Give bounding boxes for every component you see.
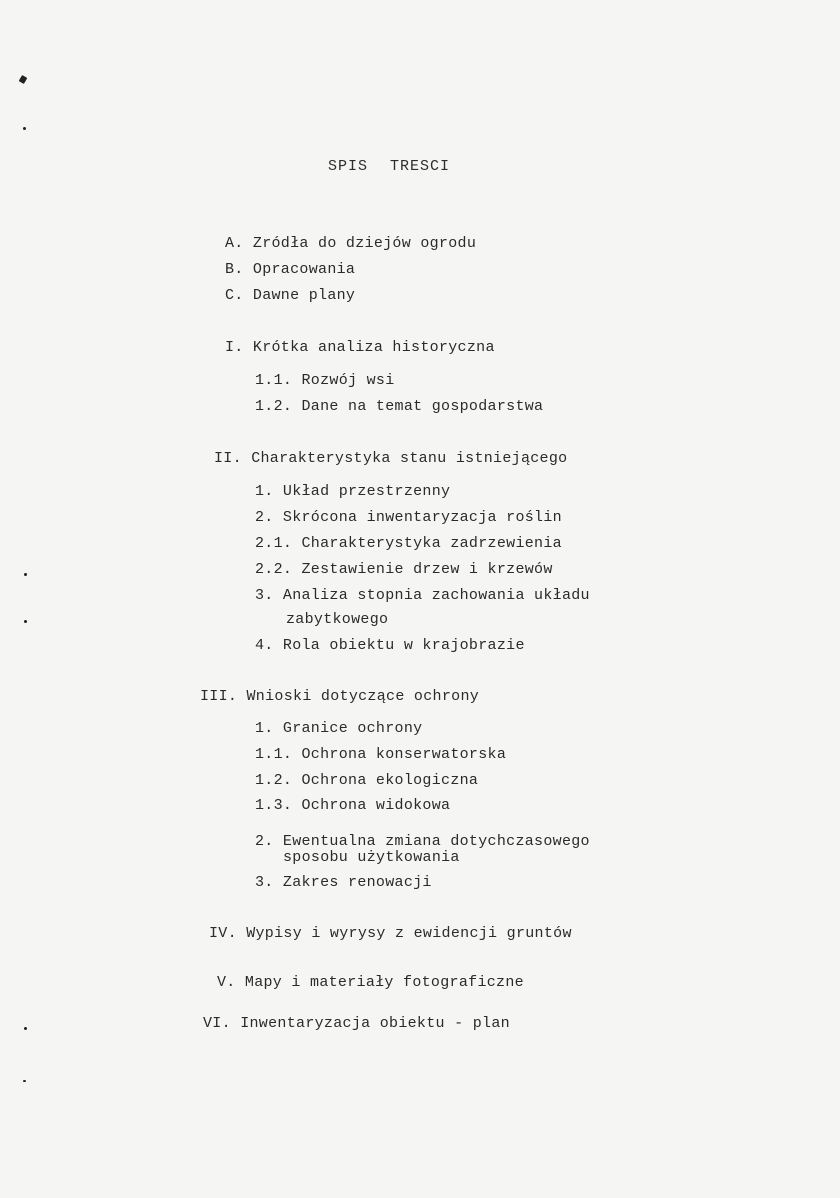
toc-entry-iii-2: 2. Ewentualna zmiana dotychczasowego	[255, 833, 590, 850]
toc-entry-iii-1-1: 1.1. Ochrona konserwatorska	[255, 746, 507, 763]
toc-entry-ii-2-1: 2.1. Charakterystyka zadrzewienia	[255, 535, 562, 552]
toc-entry-iii-1-3: 1.3. Ochrona widokowa	[255, 797, 451, 814]
toc-entry-iii: III. Wnioski dotyczące ochrony	[200, 688, 480, 705]
toc-entry-ii-2-2: 2.2. Zestawienie drzew i krzewów	[255, 561, 553, 578]
toc-entry-ii-4: 4. Rola obiektu w krajobrazie	[255, 637, 525, 654]
toc-entry-i-1-1: 1.1. Rozwój wsi	[255, 372, 395, 389]
toc-entry-ii: II. Charakterystyka stanu istniejącego	[214, 450, 568, 467]
toc-entry-iv: IV. Wypisy i wyrysy z ewidencji gruntów	[209, 925, 572, 942]
toc-entry-v: V. Mapy i materiały fotograficzne	[217, 974, 524, 991]
toc-entry-a: A. Zródła do dziejów ogrodu	[225, 235, 477, 252]
toc-entry-vi: VI. Inwentaryzacja obiektu - plan	[203, 1015, 510, 1032]
toc-entry-i: I. Krótka analiza historyczna	[225, 339, 495, 356]
scan-mark	[24, 620, 27, 623]
toc-entry-b: B. Opracowania	[225, 261, 356, 278]
toc-entry-ii-1: 1. Układ przestrzenny	[255, 483, 451, 500]
page-title: SPIS TRESCI	[328, 158, 451, 175]
scan-mark	[23, 1080, 26, 1082]
toc-entry-c: C. Dawne plany	[225, 287, 356, 304]
toc-entry-ii-3: 3. Analiza stopnia zachowania układu	[255, 587, 590, 604]
scan-mark	[23, 127, 26, 130]
scan-mark	[24, 1027, 27, 1030]
toc-entry-ii-3-continuation: zabytkowego	[286, 611, 389, 628]
toc-entry-iii-2-continuation: sposobu użytkowania	[283, 849, 460, 866]
scan-mark	[24, 573, 27, 576]
toc-entry-iii-1-2: 1.2. Ochrona ekologiczna	[255, 772, 479, 789]
scan-mark	[19, 75, 28, 84]
toc-entry-i-1-2: 1.2. Dane na temat gospodarstwa	[255, 398, 544, 415]
toc-entry-ii-2: 2. Skrócona inwentaryzacja roślin	[255, 509, 562, 526]
toc-entry-iii-1: 1. Granice ochrony	[255, 720, 423, 737]
toc-entry-iii-3: 3. Zakres renowacji	[255, 874, 432, 891]
